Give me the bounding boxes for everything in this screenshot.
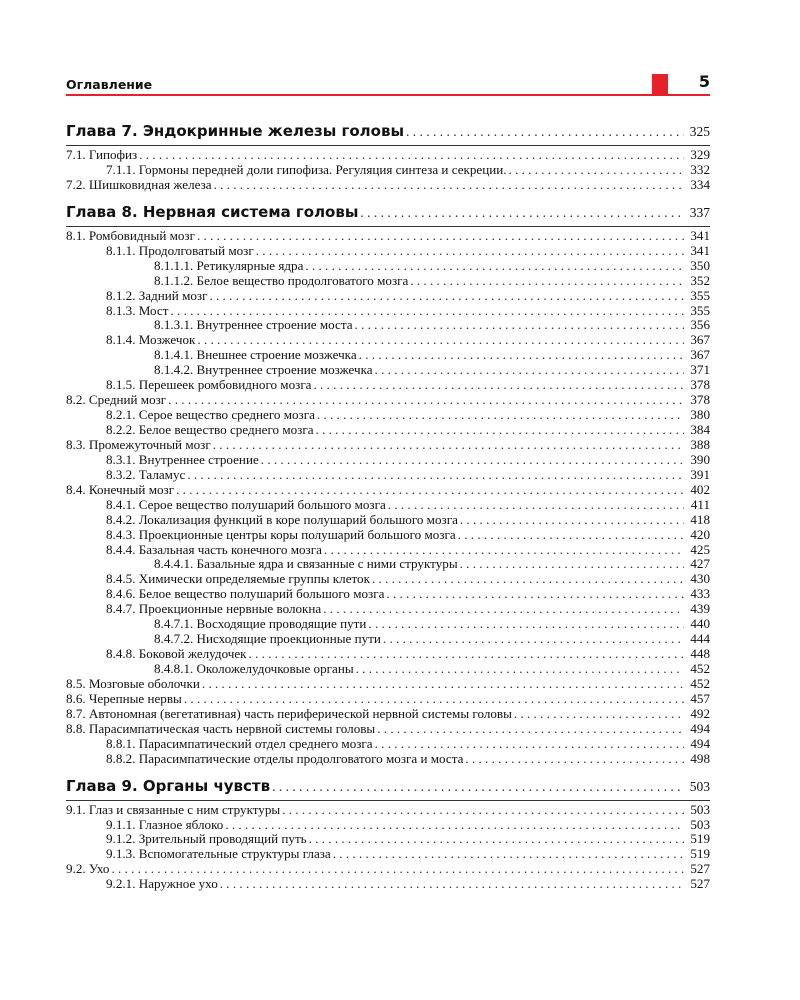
toc-entry-page-number: 388	[690, 436, 710, 452]
toc-entry-label: 8.1.4.2. Внутреннее строение мозжечка	[154, 362, 373, 378]
dot-leader	[317, 408, 684, 423]
chapter-divider	[66, 145, 710, 146]
toc-entry[interactable]	[66, 468, 710, 483]
toc-entry-page-number: 527	[690, 876, 710, 892]
chapter-page-number: 325	[689, 124, 710, 139]
toc-entry-page-number: 503	[690, 801, 710, 817]
toc-entry-label: 8.4.7.1. Восходящие проводящие пути	[154, 616, 367, 632]
toc-entry-page-number: 371	[690, 362, 710, 378]
dot-leader	[187, 468, 684, 483]
toc-entry-page-number: 341	[690, 227, 710, 243]
dot-leader	[406, 121, 684, 143]
toc-entry-label: 8.2.2. Белое вещество среднего мозга	[106, 422, 314, 437]
toc-entry-label: 8.1.3.1. Внутреннее строение моста	[154, 317, 353, 333]
toc-entry-page-number: 378	[690, 392, 710, 408]
toc-entry-label: 8.8.1. Парасимпатический отдел среднего мозга	[106, 735, 373, 751]
toc-entry-page-number: 444	[690, 631, 710, 647]
toc-entry-page-number: 352	[690, 272, 710, 288]
chapter-spacer	[66, 767, 710, 775]
toc-entry-label: 8.4.1. Серое вещество полушарий большого мозга	[106, 496, 386, 512]
toc-entry-label: 9.1.2. Зрительный проводящий путь	[106, 831, 307, 847]
dot-leader	[209, 289, 684, 304]
toc-entry[interactable]	[66, 617, 710, 632]
toc-entry-page-number: 527	[690, 861, 710, 877]
toc-entry[interactable]	[66, 363, 710, 378]
toc-entry-page-number: 452	[690, 661, 710, 676]
toc-entry-label: 8.4. Конечный мозг	[66, 481, 175, 497]
toc-entry-label: 8.4.6. Белое вещество полушарий большого мозга	[106, 586, 385, 602]
toc-entry[interactable]	[66, 378, 710, 393]
toc-entry[interactable]	[66, 318, 710, 333]
toc-entry-page-number: 384	[690, 422, 710, 437]
toc-entry-page-number: 433	[690, 586, 710, 602]
dot-leader	[333, 847, 684, 862]
toc-entry[interactable]	[66, 259, 710, 274]
dot-leader	[410, 274, 684, 289]
toc-entry[interactable]	[66, 528, 710, 543]
toc-entry[interactable]	[66, 393, 710, 408]
toc-entry[interactable]	[66, 847, 710, 862]
toc-entry[interactable]	[66, 163, 710, 178]
toc-entry[interactable]	[66, 453, 710, 468]
toc-entry-label: 7.1.1. Гормоны передней доли гипофиза. Регуляция синтеза и секреции.	[106, 161, 507, 177]
toc-entry-label: 8.5. Мозговые оболочки	[66, 675, 200, 691]
toc-entry-label: 9.2. Ухо	[66, 861, 110, 877]
dot-leader	[514, 707, 684, 722]
dot-leader	[460, 513, 684, 528]
dot-leader	[261, 453, 684, 468]
page-number: 5	[698, 72, 710, 91]
toc-entry-label: 8.2. Средний мозг	[66, 392, 167, 408]
toc-entry[interactable]	[66, 543, 710, 558]
dot-leader	[360, 202, 684, 224]
dot-leader	[249, 647, 684, 662]
toc-entry-page-number: 452	[690, 675, 710, 691]
toc-entry[interactable]	[66, 862, 710, 877]
dot-leader	[375, 737, 684, 752]
toc-entry-page-number: 494	[690, 720, 710, 736]
toc-entry-label: 8.1.4. Мозжечок	[106, 332, 196, 348]
running-title: Оглавление	[66, 77, 153, 92]
toc-entry[interactable]	[66, 692, 710, 707]
dot-leader	[214, 178, 684, 193]
toc-entry[interactable]	[66, 423, 710, 438]
dot-leader	[305, 259, 684, 274]
toc-entry[interactable]	[66, 229, 710, 244]
toc-entry-label: 7.2. Шишковидная железа	[66, 176, 212, 192]
dot-leader	[184, 692, 684, 707]
toc-entry[interactable]	[66, 647, 710, 662]
toc-entry-label: 8.4.2. Локализация функций в коре полушарий большого мозга	[106, 511, 458, 527]
dot-leader	[168, 393, 684, 408]
toc-entry-page-number: 402	[690, 481, 710, 497]
toc-entry-page-number: 332	[690, 161, 710, 177]
dot-leader	[375, 363, 684, 378]
toc-entry-page-number: 492	[690, 705, 710, 721]
toc-entry-page-number: 427	[690, 556, 710, 572]
toc-entry[interactable]	[66, 662, 710, 677]
toc-entry-label: 8.8. Парасимпатическая часть нервной системы головы	[66, 720, 376, 736]
toc-entry-label: 8.2.1. Серое вещество среднего мозга	[106, 407, 315, 423]
toc-entry-page-number: 350	[690, 257, 710, 273]
toc-entry-page-number: 390	[690, 451, 710, 467]
toc-entry[interactable]	[66, 572, 710, 587]
dot-leader	[213, 438, 684, 453]
toc-entry-page-number: 439	[690, 601, 710, 617]
toc-entry-label: 8.4.8. Боковой желудочек	[106, 646, 247, 662]
dot-leader	[324, 543, 684, 558]
chapter-heading[interactable]	[66, 775, 710, 797]
dot-leader	[170, 304, 684, 319]
chapter-spacer	[66, 193, 710, 201]
toc-entry[interactable]	[66, 483, 710, 498]
red-accent-tab	[652, 74, 668, 94]
dot-leader	[458, 528, 684, 543]
dot-leader	[359, 348, 684, 363]
toc-entry[interactable]	[66, 602, 710, 617]
toc-entry-page-number: 367	[690, 332, 710, 348]
toc-entry-page-number: 380	[690, 407, 710, 423]
toc-entry-label: 8.1.4.1. Внешнее строение мозжечка	[154, 347, 357, 363]
toc-entry-label: 9.1.3. Вспомогательные структуры глаза	[106, 846, 331, 862]
dot-leader	[509, 163, 684, 178]
toc-entry[interactable]	[66, 632, 710, 647]
dot-leader	[314, 378, 685, 393]
dot-leader	[386, 587, 684, 602]
toc-entry-label: 8.4.4. Базальная часть конечного мозга	[106, 541, 322, 557]
toc-entry-page-number: 494	[690, 735, 710, 751]
toc-entry-page-number: 367	[690, 347, 710, 363]
toc-entry[interactable]	[66, 148, 710, 163]
dot-leader	[368, 617, 684, 632]
dot-leader	[388, 498, 684, 513]
toc-entry-page-number: 334	[690, 176, 710, 192]
toc-entry-label: 8.1.3. Мост	[106, 302, 169, 318]
toc-entry-label: 9.1. Глаз и связанные с ним структуры	[66, 801, 281, 817]
toc-entry[interactable]	[66, 722, 710, 737]
dot-leader	[225, 818, 684, 833]
chapter-heading[interactable]	[66, 201, 710, 223]
toc-entry[interactable]	[66, 677, 710, 692]
dot-leader	[272, 776, 684, 798]
toc-entry[interactable]	[66, 513, 710, 528]
toc-entry-page-number: 355	[690, 287, 710, 303]
toc-entry[interactable]	[66, 707, 710, 722]
dot-leader	[202, 677, 684, 692]
toc-entry[interactable]	[66, 877, 710, 892]
toc-entry[interactable]	[66, 752, 710, 767]
chapter-title: Глава 7. Эндокринные железы головы	[66, 122, 405, 140]
dot-leader	[356, 662, 684, 677]
dot-leader	[355, 318, 684, 333]
dot-leader	[323, 602, 684, 617]
toc-entry-label: 8.6. Черепные нервы	[66, 690, 182, 706]
toc-entry-label: 8.4.4.1. Базальные ядра и связанные с ними структуры	[154, 556, 458, 572]
toc-entry[interactable]	[66, 587, 710, 602]
dot-leader	[465, 752, 684, 767]
toc-entry-label: 8.4.7.2. Нисходящие проекционные пути	[154, 631, 381, 647]
toc-entry-label: 8.1.2. Задний мозг	[106, 287, 208, 303]
toc-entry-label: 8.3. Промежуточный мозг	[66, 436, 211, 452]
dot-leader	[372, 572, 684, 587]
chapter-title: Глава 9. Органы чувств	[66, 776, 271, 795]
dot-leader	[111, 862, 684, 877]
toc-entry[interactable]	[66, 832, 710, 847]
dot-leader	[460, 557, 684, 572]
toc-entry[interactable]	[66, 333, 710, 348]
toc-entry-label: 8.4.8.1. Околожелудочковые органы	[154, 661, 354, 676]
toc-entry[interactable]	[66, 803, 710, 818]
toc-entry[interactable]	[66, 557, 710, 572]
toc-entry[interactable]	[66, 408, 710, 423]
toc-entry[interactable]	[66, 498, 710, 513]
dot-leader	[256, 244, 684, 259]
chapter-page-number: 503	[689, 778, 710, 794]
dot-leader	[220, 877, 684, 892]
toc-entry-label: 8.3.2. Таламус	[106, 466, 186, 482]
toc-entry-page-number: 418	[690, 511, 710, 527]
chapter-divider	[66, 800, 710, 801]
chapter-divider	[66, 226, 710, 227]
dot-leader	[139, 148, 684, 163]
toc-entry-label: 9.2.1. Наружное ухо	[106, 876, 218, 892]
chapter-title: Глава 8. Нервная система головы	[66, 202, 359, 221]
toc-entry-page-number: 341	[690, 242, 710, 258]
toc-entry-page-number: 411	[690, 496, 710, 512]
toc-entry-label: 8.3.1. Внутреннее строение	[106, 451, 259, 467]
dot-leader	[197, 229, 684, 244]
toc-entry[interactable]	[66, 348, 710, 363]
toc-entry-label: 8.1. Ромбовидный мозг	[66, 227, 195, 243]
toc-entry[interactable]	[66, 304, 710, 319]
toc-entry[interactable]	[66, 818, 710, 833]
running-header	[66, 72, 710, 96]
chapter-page-number: 337	[689, 204, 710, 220]
toc-entry-label: 8.4.3. Проекционные центры коры полушарий большого мозга	[106, 526, 456, 542]
dot-leader	[197, 333, 684, 348]
toc-entry[interactable]	[66, 274, 710, 289]
toc-entry[interactable]	[66, 178, 710, 193]
toc-entry-page-number: 519	[690, 846, 710, 862]
dot-leader	[282, 803, 684, 818]
table-of-contents	[66, 120, 710, 892]
toc-entry-label: 8.1.1.2. Белое вещество продолговатого мозга	[154, 272, 409, 288]
toc-entry-label: 8.1.1.1. Ретикулярные ядра	[154, 257, 304, 273]
toc-entry-page-number: 440	[690, 616, 710, 632]
toc-entry-label: 8.1.1. Продолговатый мозг	[106, 242, 254, 258]
toc-entry[interactable]	[66, 244, 710, 259]
toc-entry-label: 8.8.2. Парасимпатические отделы продолговатого мозга и моста	[106, 750, 464, 766]
toc-entry-page-number: 503	[690, 816, 710, 832]
toc-entry-label: 7.1. Гипофиз	[66, 147, 138, 162]
toc-entry-page-number: 329	[690, 147, 710, 162]
toc-entry-label: 8.7. Автономная (вегетативная) часть периферической нервной системы головы	[66, 705, 512, 721]
toc-entry-page-number: 498	[690, 750, 710, 766]
toc-entry-label: 8.4.5. Химически определяемые группы клеток	[106, 571, 370, 587]
toc-entry-page-number: 448	[690, 646, 710, 662]
dot-leader	[176, 483, 684, 498]
toc-entry-page-number: 378	[690, 377, 710, 393]
dot-leader	[377, 722, 684, 737]
toc-entry-label: 9.1.1. Глазное яблоко	[106, 816, 224, 832]
toc-entry-page-number: 420	[690, 526, 710, 542]
dot-leader	[309, 832, 684, 847]
dot-leader	[316, 423, 684, 438]
toc-entry[interactable]	[66, 737, 710, 752]
toc-entry-page-number: 355	[690, 302, 710, 318]
toc-entry-page-number: 430	[690, 571, 710, 587]
toc-entry-page-number: 391	[690, 466, 710, 482]
toc-entry-page-number: 519	[690, 831, 710, 847]
toc-entry-page-number: 457	[690, 690, 710, 706]
toc-entry-label: 8.1.5. Перешеек ромбовидного мозга	[106, 377, 312, 393]
chapter-heading[interactable]	[66, 120, 710, 142]
toc-entry-label: 8.4.7. Проекционные нервные волокна	[106, 601, 322, 617]
toc-entry[interactable]	[66, 438, 710, 453]
toc-entry-page-number: 425	[690, 541, 710, 557]
dot-leader	[383, 632, 684, 647]
toc-entry[interactable]	[66, 289, 710, 304]
toc-entry-page-number: 356	[690, 317, 710, 333]
